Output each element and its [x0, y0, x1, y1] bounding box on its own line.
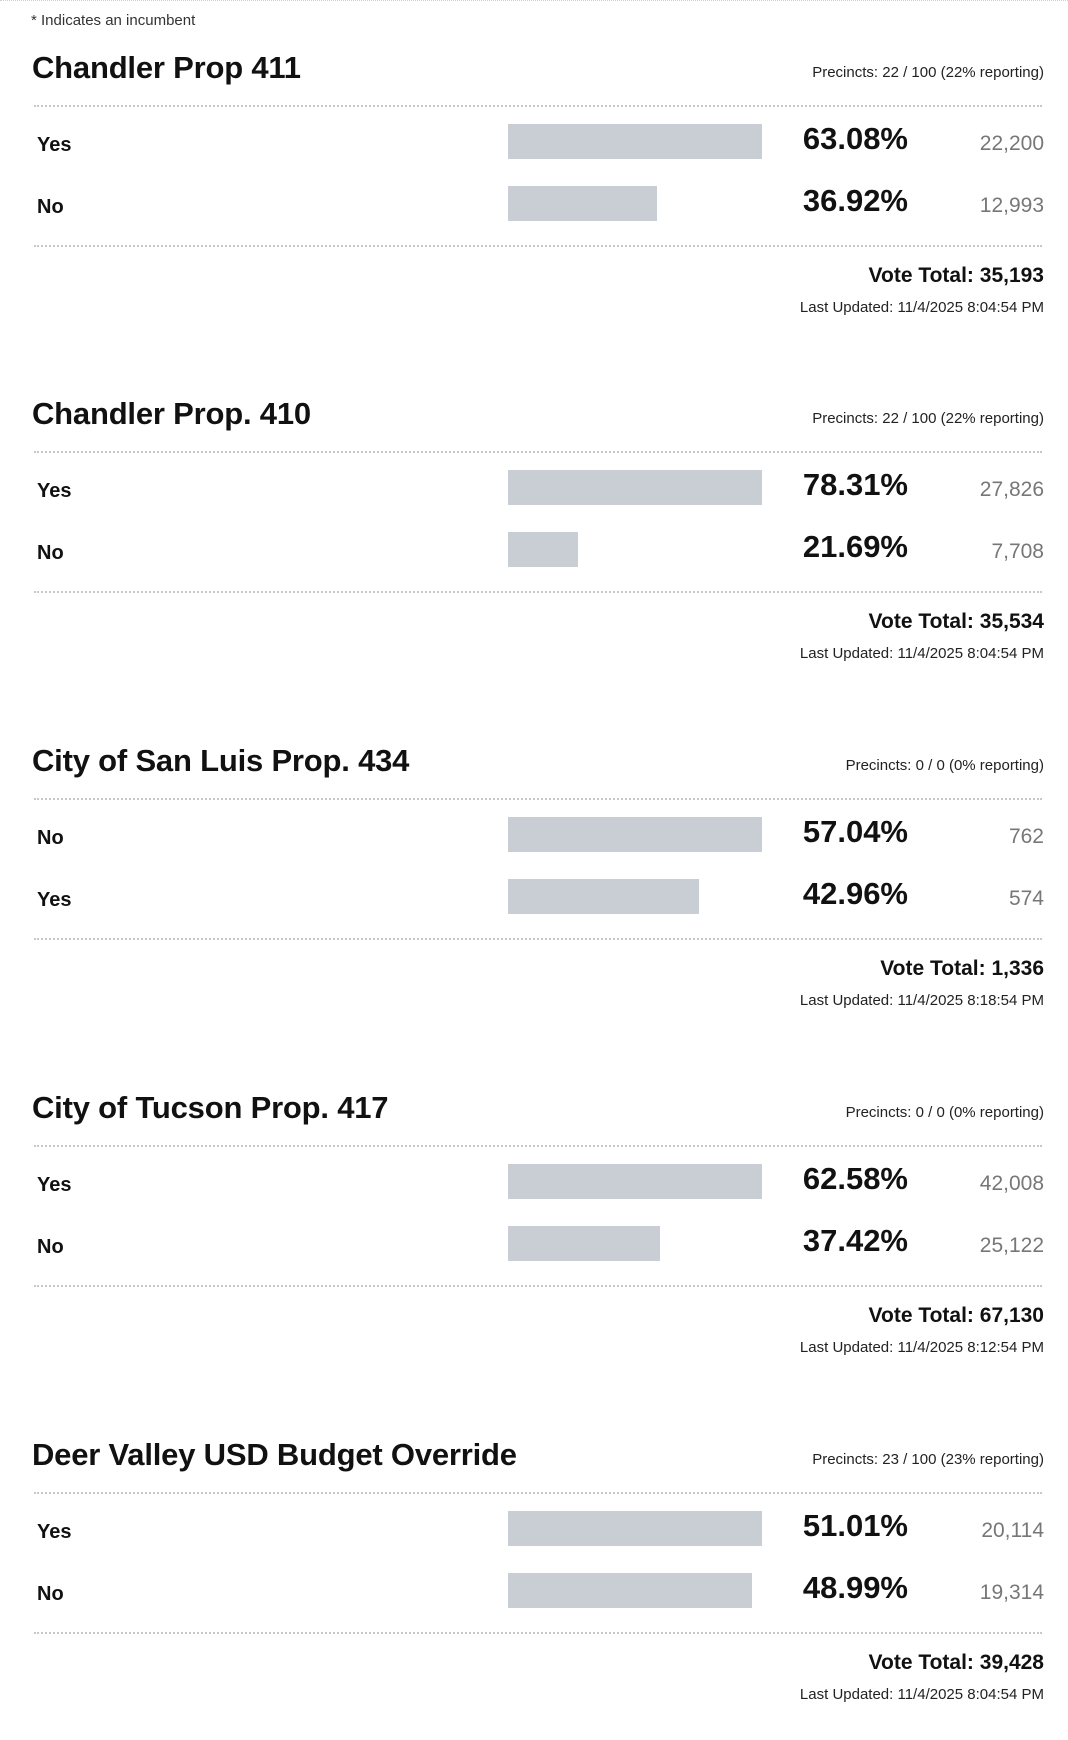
precincts-reporting: Precincts: 22 / 100 (22% reporting): [812, 64, 1044, 81]
result-bar: [508, 1226, 660, 1261]
result-bar: [508, 124, 762, 159]
divider: [34, 245, 1042, 247]
result-bar: [508, 186, 657, 221]
vote-percent: 36.92%: [802, 183, 908, 218]
result-bar: [508, 1511, 762, 1546]
race-card: [32, 1437, 1044, 1727]
result-bar-track: [508, 1226, 762, 1261]
choice-label: No: [37, 1236, 64, 1258]
vote-total: Vote Total: 39,428: [868, 1651, 1044, 1674]
result-row: [32, 1564, 1044, 1620]
result-row: [32, 461, 1044, 517]
divider: [34, 105, 1042, 107]
race-card: [32, 743, 1044, 1033]
choice-label: No: [37, 542, 64, 564]
race-title: City of San Luis Prop. 434: [32, 743, 410, 778]
vote-count: 762: [1008, 825, 1044, 848]
result-bar: [508, 1164, 762, 1199]
result-bar-track: [508, 532, 762, 567]
result-bar-track: [508, 1511, 762, 1546]
vote-count: 20,114: [981, 1519, 1044, 1542]
choice-label: Yes: [37, 480, 72, 502]
vote-percent: 42.96%: [802, 876, 908, 911]
vote-percent: 78.31%: [802, 467, 908, 502]
divider: [34, 1632, 1042, 1634]
vote-total: Vote Total: 67,130: [868, 1304, 1044, 1327]
result-bar: [508, 879, 699, 914]
vote-total: Vote Total: 1,336: [880, 957, 1044, 980]
vote-count: 25,122: [979, 1234, 1044, 1257]
race-title: Chandler Prop 411: [32, 50, 301, 85]
precincts-reporting: Precincts: 0 / 0 (0% reporting): [845, 757, 1044, 774]
vote-percent: 21.69%: [802, 529, 908, 564]
vote-count: 12,993: [979, 194, 1044, 217]
vote-percent: 48.99%: [802, 1570, 908, 1605]
result-bar: [508, 817, 762, 852]
top-divider: [0, 0, 1068, 1]
result-row: [32, 177, 1044, 233]
last-updated: Last Updated: 11/4/2025 8:04:54 PM: [799, 645, 1044, 662]
last-updated: Last Updated: 11/4/2025 8:04:54 PM: [799, 1686, 1044, 1703]
race-title: City of Tucson Prop. 417: [32, 1090, 389, 1125]
result-row: [32, 870, 1044, 926]
divider: [34, 1145, 1042, 1147]
result-bar: [508, 532, 578, 567]
divider: [34, 451, 1042, 453]
vote-total: Vote Total: 35,193: [868, 264, 1044, 287]
race-title: Chandler Prop. 410: [32, 396, 311, 431]
vote-percent: 37.42%: [802, 1223, 908, 1258]
precincts-reporting: Precincts: 22 / 100 (22% reporting): [812, 410, 1044, 427]
choice-label: Yes: [37, 889, 72, 911]
result-row: [32, 115, 1044, 171]
race-title: Deer Valley USD Budget Override: [32, 1437, 517, 1472]
result-bar-track: [508, 124, 762, 159]
vote-count: 22,200: [979, 132, 1044, 155]
result-bar-track: [508, 879, 762, 914]
result-bar-track: [508, 1164, 762, 1199]
vote-count: 7,708: [991, 540, 1044, 563]
divider: [34, 1285, 1042, 1287]
last-updated: Last Updated: 11/4/2025 8:18:54 PM: [799, 992, 1044, 1009]
choice-label: Yes: [37, 1521, 72, 1543]
choice-label: No: [37, 196, 64, 218]
divider: [34, 798, 1042, 800]
choice-label: No: [37, 1583, 64, 1605]
divider: [34, 1492, 1042, 1494]
vote-percent: 57.04%: [802, 814, 908, 849]
vote-count: 27,826: [979, 478, 1044, 501]
result-bar-track: [508, 470, 762, 505]
result-bar: [508, 470, 762, 505]
precincts-reporting: Precincts: 23 / 100 (23% reporting): [812, 1451, 1044, 1468]
vote-count: 19,314: [979, 1581, 1044, 1604]
vote-total: Vote Total: 35,534: [868, 610, 1044, 633]
result-bar: [508, 1573, 752, 1608]
divider: [34, 591, 1042, 593]
incumbent-note: * Indicates an incumbent: [31, 12, 196, 29]
vote-percent: 51.01%: [802, 1508, 908, 1543]
result-row: [32, 1502, 1044, 1558]
vote-count: 42,008: [979, 1172, 1044, 1195]
precincts-reporting: Precincts: 0 / 0 (0% reporting): [845, 1104, 1044, 1121]
result-row: [32, 1155, 1044, 1211]
race-card: [32, 1090, 1044, 1380]
result-bar-track: [508, 1573, 762, 1608]
vote-count: 574: [1008, 887, 1044, 910]
result-row: [32, 808, 1044, 864]
vote-percent: 63.08%: [802, 121, 908, 156]
result-row: [32, 1217, 1044, 1273]
result-row: [32, 523, 1044, 579]
vote-percent: 62.58%: [802, 1161, 908, 1196]
choice-label: Yes: [37, 1174, 72, 1196]
race-card: [32, 396, 1044, 686]
choice-label: Yes: [37, 134, 72, 156]
result-bar-track: [508, 817, 762, 852]
result-bar-track: [508, 186, 762, 221]
last-updated: Last Updated: 11/4/2025 8:12:54 PM: [799, 1339, 1044, 1356]
divider: [34, 938, 1042, 940]
last-updated: Last Updated: 11/4/2025 8:04:54 PM: [799, 299, 1044, 316]
choice-label: No: [37, 827, 64, 849]
race-card: [32, 50, 1044, 340]
